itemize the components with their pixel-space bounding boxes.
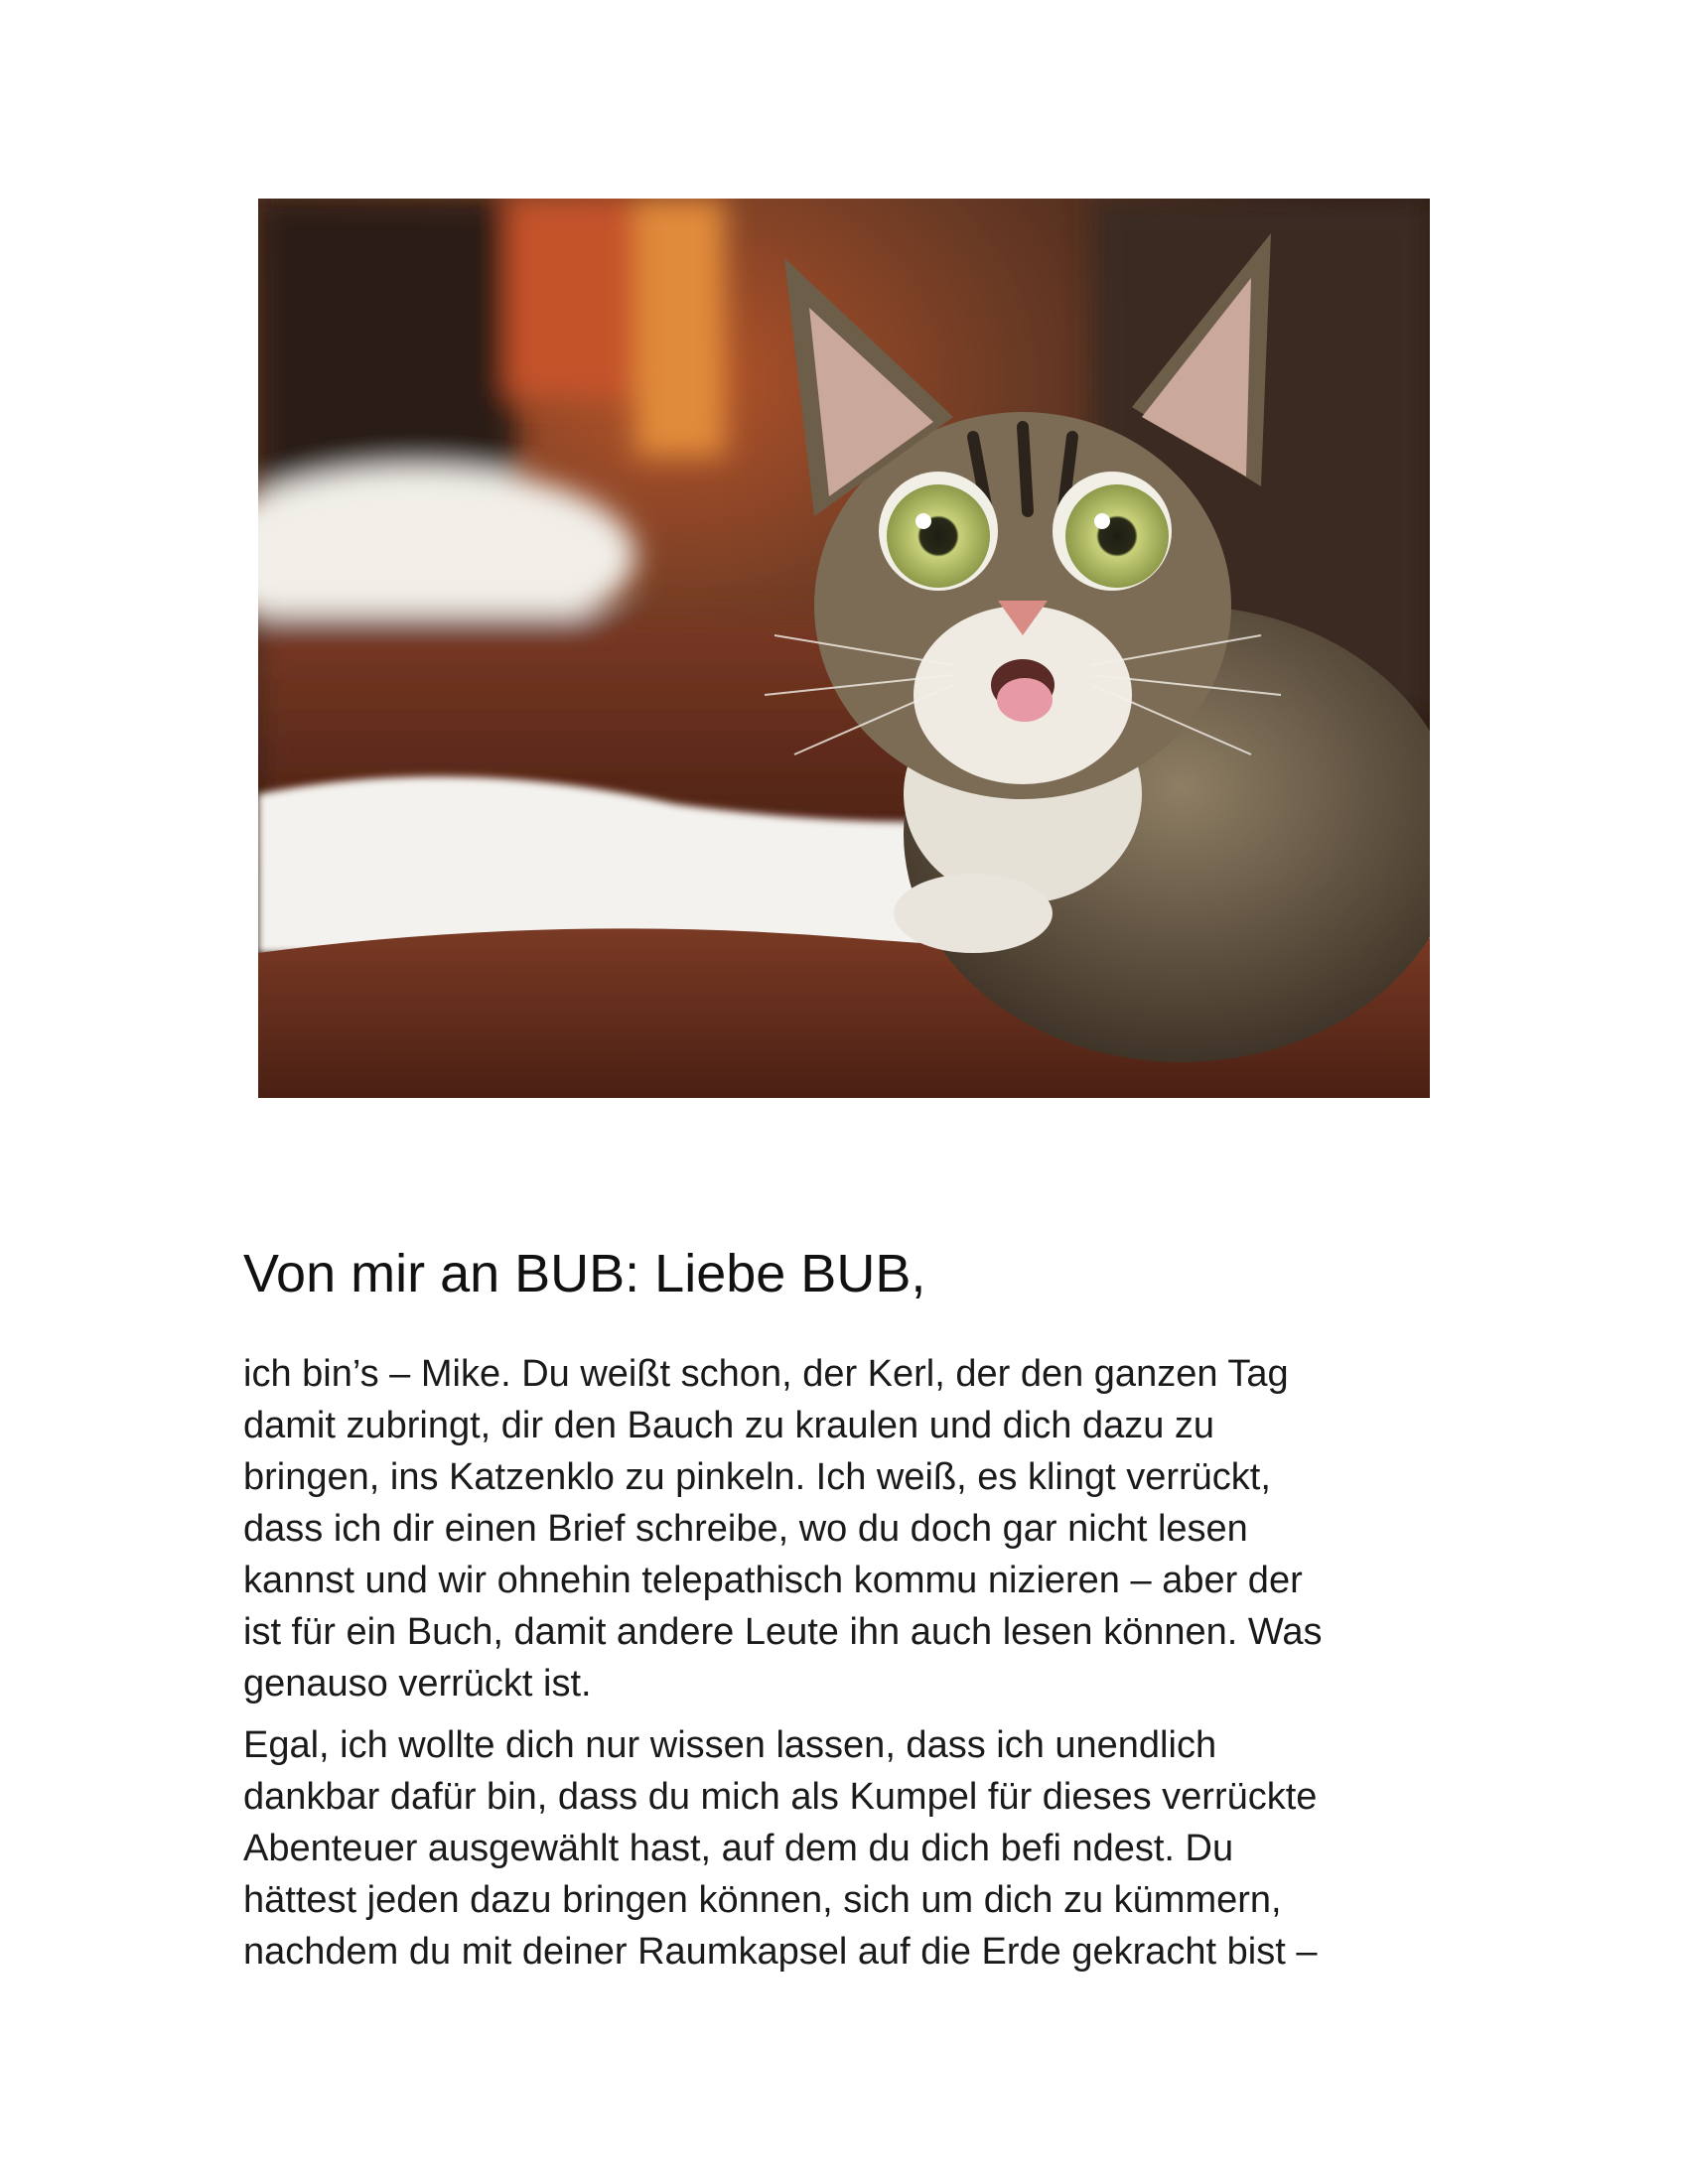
text-line: ich bin’s – Mike. Du weißt schon, der Kerl, der den ganzen Tag — [243, 1353, 1289, 1395]
text-line: dankbar dafür bin, dass du mich als Kumpel für dieses verrückte — [243, 1776, 1318, 1818]
text-line: nachdem du mit deiner Raumkapsel auf die Erde gekracht bist – — [243, 1931, 1318, 1973]
kitten-photo — [258, 199, 1430, 1098]
text-line: Abenteuer ausgewählt hast, auf dem du dich befi ndest. Du — [243, 1828, 1234, 1869]
text-line: damit zubringt, dir den Bauch zu kraulen und dich dazu zu — [243, 1405, 1215, 1446]
text-line: genauso verrückt ist. — [243, 1663, 592, 1705]
text-line: ist für ein Buch, damit andere Leute ihn auch lesen können. Was — [243, 1611, 1323, 1653]
kitten-photo-icon — [258, 199, 1430, 1098]
letter-body — [243, 1348, 1475, 1987]
text-line: dass ich dir einen Brief schreibe, wo du doch gar nicht lesen — [243, 1508, 1248, 1550]
paragraph-1 — [243, 1348, 1475, 1709]
text-line: bringen, ins Katzenklo zu pinkeln. Ich weiß, es klingt verrückt, — [243, 1456, 1271, 1498]
paragraph-2 — [243, 1719, 1475, 1978]
text-line: hättest jeden dazu bringen können, sich um dich zu kümmern, — [243, 1879, 1282, 1921]
letter-heading: Von mir an BUB: Liebe BUB, — [243, 1244, 926, 1303]
text-line: Egal, ich wollte dich nur wissen lassen, dass ich unendlich — [243, 1724, 1217, 1766]
text-line: kannst und wir ohnehin telepathisch kommu nizieren – aber der — [243, 1560, 1303, 1601]
